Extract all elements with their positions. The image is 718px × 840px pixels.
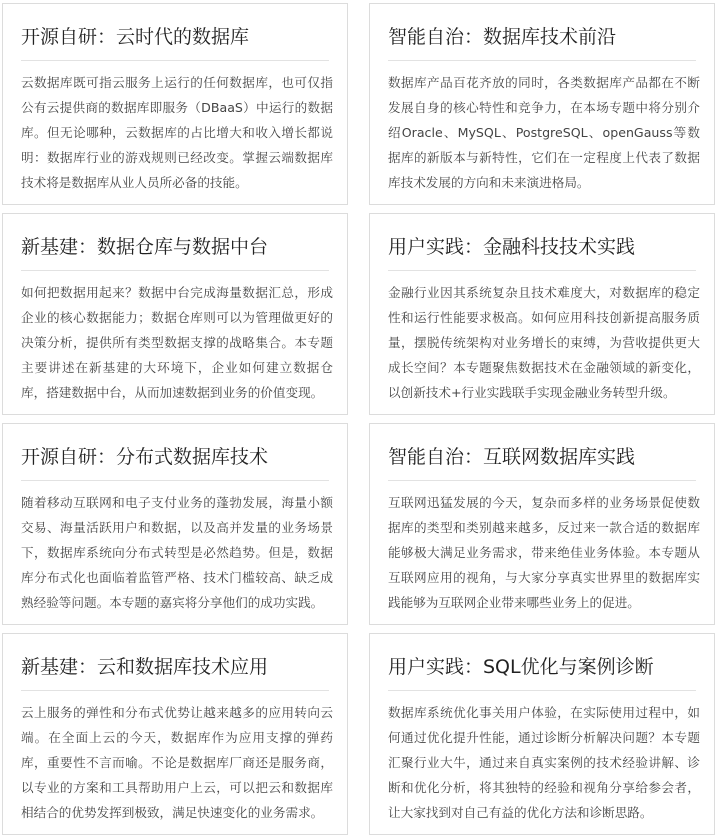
topic-card-data-warehouse[interactable] — [2, 213, 348, 415]
topic-card-cloud-database[interactable] — [2, 3, 348, 205]
topic-card-internet-database[interactable] — [369, 423, 715, 625]
card-title: 智能自治：互联网数据库实践 — [388, 446, 636, 468]
topic-card-fintech[interactable] — [369, 213, 715, 415]
topic-card-distributed-database[interactable] — [2, 423, 348, 625]
card-divider — [388, 270, 696, 271]
card-divider — [21, 690, 329, 691]
card-title: 开源自研：分布式数据库技术 — [21, 446, 269, 468]
card-description: 数据库产品百花齐放的同时，各类数据库产品都在不断发展自身的核心特性和竞争力，在本场专题中将分别介绍Oracle、MySQL、PostgreSQL、openGauss等数据库的新版本与新特性，它们在一定程度上代表了数据库技术发展的方向和未来演进格局。 — [388, 75, 700, 190]
card-divider — [388, 690, 696, 691]
card-title: 智能自治：数据库技术前沿 — [388, 26, 617, 48]
card-title: 用户实践：SQL优化与案例诊断 — [388, 656, 654, 678]
card-divider — [21, 270, 329, 271]
card-title: 新基建：数据仓库与数据中台 — [21, 236, 269, 258]
card-description: 随着移动互联网和电子支付业务的蓬勃发展，海量小额交易、海量活跃用户和数据，以及高并发量的业务场景下，数据库系统向分布式转型是必然趋势。但是，数据库分布式化也面临着监管严格、技术门槛较高、缺乏成熟经验等问题。本专题的嘉宾将分享他们的成功实践。 — [21, 495, 333, 610]
card-description: 互联网迅猛发展的今天，复杂而多样的业务场景促使数据库的类型和类别越来越多，反过来一款合适的数据库能够极大满足业务需求，带来绝佳业务体验。本专题从互联网应用的视角，与大家分享真实世界里的数据库实践能够为互联网企业带来哪些业务上的促进。 — [388, 495, 700, 610]
card-divider — [388, 60, 696, 61]
card-description: 数据库系统优化事关用户体验，在实际使用过程中，如何通过优化提升性能，通过诊断分析解决问题？本专题汇聚行业大牛，通过来自真实案例的技术经验讲解、诊断和优化分析，将其独特的经验和视角分享给参会者，让大家找到对自己有益的优化方法和诊断思路。 — [388, 705, 700, 820]
card-title: 开源自研：云时代的数据库 — [21, 26, 250, 48]
card-title: 用户实践：金融科技技术实践 — [388, 236, 636, 258]
topic-card-database-frontier[interactable] — [369, 3, 715, 205]
card-divider — [388, 480, 696, 481]
card-description: 金融行业因其系统复杂且技术难度大，对数据库的稳定性和运行性能要求极高。如何应用科技创新提高服务质量，摆脱传统架构对业务增长的束缚，为营收提供更大成长空间？本专题聚焦数据技术在金融领域的新变化，以创新技术+行业实践联手实现金融业务转型升级。 — [388, 285, 700, 400]
card-description: 云数据库既可指云服务上运行的任何数据库，也可仅指公有云提供商的数据库即服务（DBaaS）中运行的数据库。但无论哪种，云数据库的占比增大和收入增长都说明：数据库行业的游戏规则已经改变。掌握云端数据库技术将是数据库从业人员所必备的技能。 — [21, 75, 333, 190]
card-description: 如何把数据用起来？数据中台完成海量数据汇总，形成企业的核心数据能力；数据仓库则可以为管理做更好的决策分析，提供所有类型数据支撑的战略集合。本专题主要讲述在新基建的大环境下，企业如何建立数据仓库，搭建数据中台，从而加速数据到业务的价值变现。 — [21, 285, 333, 400]
topic-card-cloud-db-application[interactable] — [2, 633, 348, 835]
topic-card-sql-optimization[interactable] — [369, 633, 715, 835]
card-divider — [21, 480, 329, 481]
card-description: 云上服务的弹性和分布式优势让越来越多的应用转向云端。在全面上云的今天，数据库作为应用支撑的弹药库，重要性不言而喻。不论是数据库厂商还是服务商，以专业的方案和工具帮助用户上云，可以把云和数据库相结合的优势发挥到极致，满足快速变化的业务需求。 — [21, 705, 333, 820]
card-title: 新基建：云和数据库技术应用 — [21, 656, 269, 678]
card-divider — [21, 60, 329, 61]
